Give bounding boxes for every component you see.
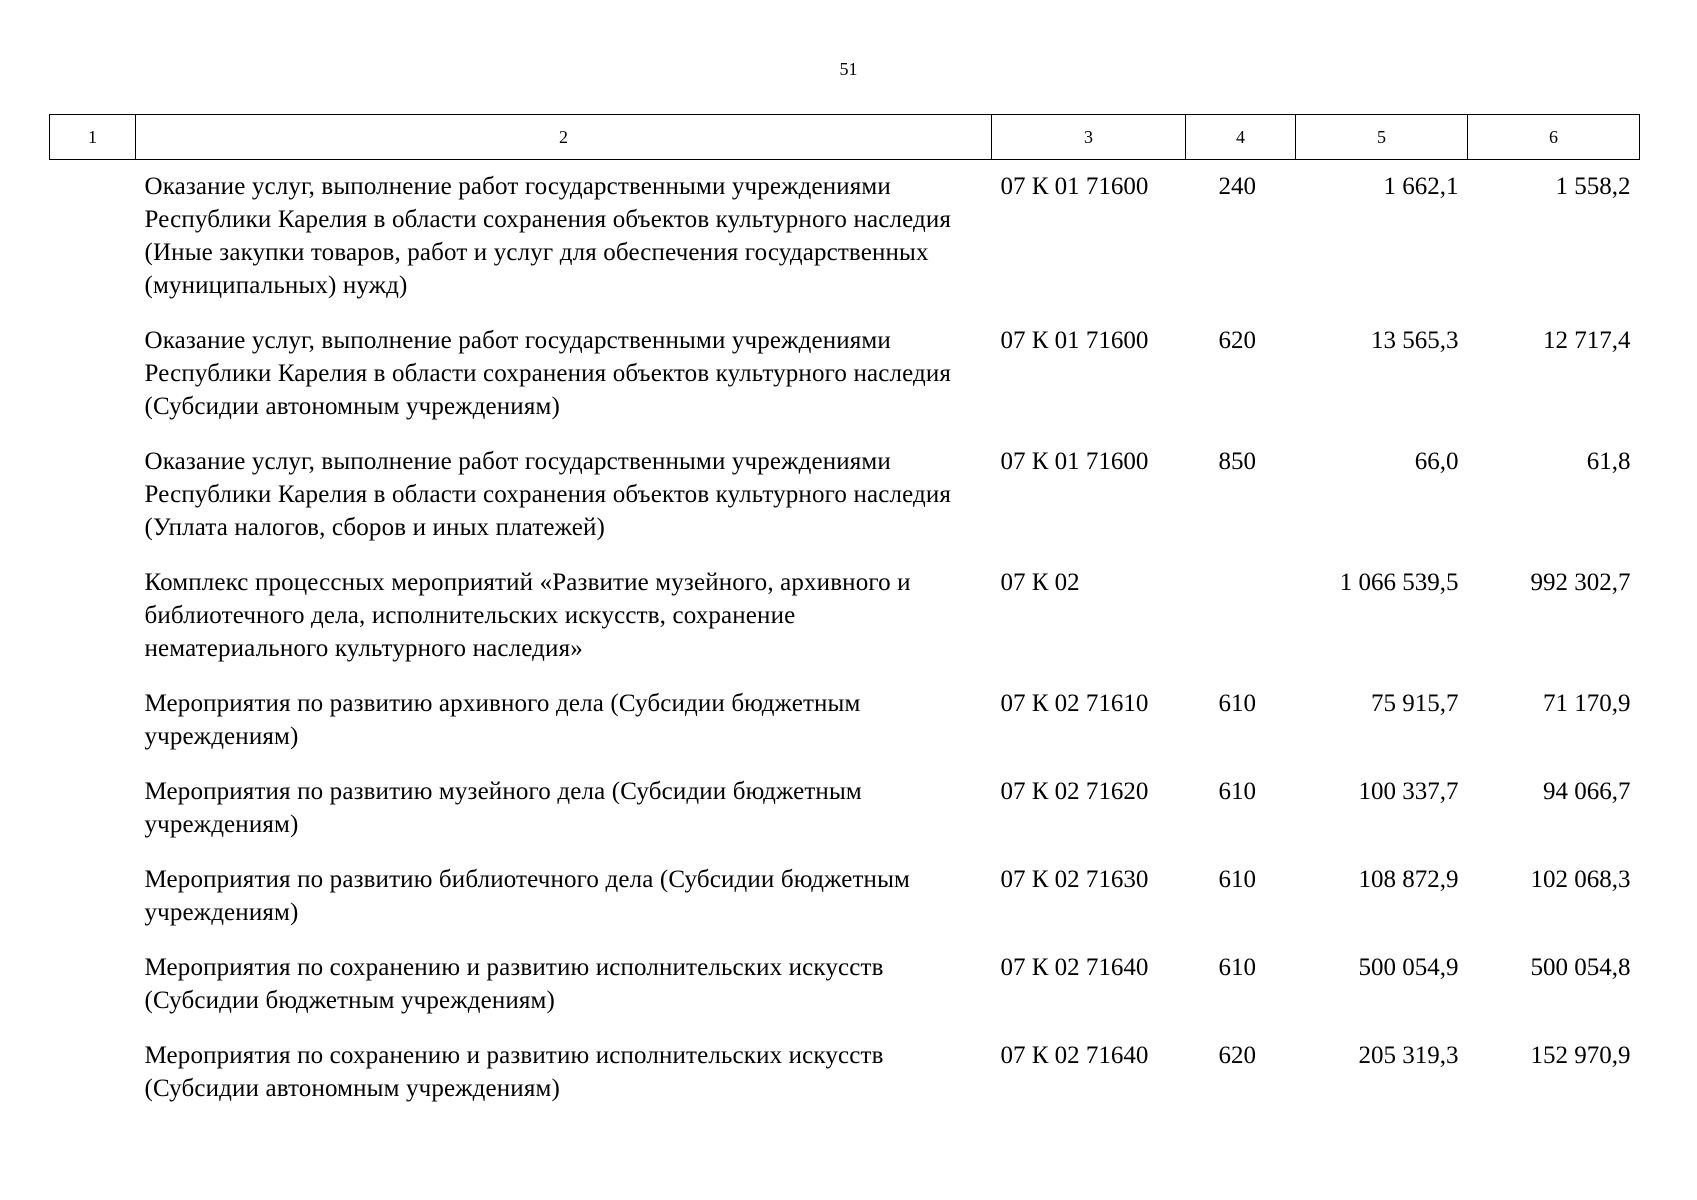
table-header — [50, 115, 1640, 160]
target-article-code-cell: 07 К 02 71640 — [1000, 1042, 1149, 1069]
row-number-cell — [50, 943, 136, 1031]
description-cell: Мероприятия по развитию музейного дела (Субсидии бюджетным учреждениям) — [144, 778, 862, 838]
amount-column-5-cell: 66,0 — [1414, 448, 1459, 475]
row-number-cell — [50, 855, 136, 943]
column-header-5: 5 — [1296, 115, 1468, 160]
row-number-cell — [50, 1031, 136, 1119]
column-header-4: 4 — [1186, 115, 1296, 160]
target-article-code-cell: 07 К 02 71640 — [1000, 954, 1149, 981]
expense-type-cell: 610 — [1218, 866, 1256, 893]
column-header-3: 3 — [992, 115, 1186, 160]
table-row — [50, 855, 1640, 943]
amount-column-5-cell: 1 066 539,5 — [1339, 569, 1459, 596]
amount-column-6-cell: 992 302,7 — [1530, 569, 1631, 596]
table-row — [50, 558, 1640, 679]
expense-type-cell: 240 — [1218, 173, 1256, 200]
table-row — [50, 437, 1640, 558]
row-number-cell — [50, 160, 136, 317]
expense-type-cell: 610 — [1218, 778, 1256, 805]
page-number: 51 — [839, 59, 858, 79]
expense-type-cell: 850 — [1218, 448, 1256, 475]
description-cell: Мероприятия по сохранению и развитию исполнительских искусств (Субсидии автономным учреждениям) — [144, 1042, 884, 1102]
column-header-1: 1 — [50, 115, 136, 160]
table-body — [50, 160, 1640, 1120]
amount-column-6-cell: 94 066,7 — [1543, 778, 1631, 805]
table-row — [50, 316, 1640, 437]
amount-column-5-cell: 100 337,7 — [1358, 778, 1459, 805]
row-number-cell — [50, 558, 136, 679]
expense-type-cell: 610 — [1218, 690, 1256, 717]
target-article-code-cell: 07 К 02 71610 — [1000, 690, 1149, 717]
amount-column-6-cell: 500 054,8 — [1530, 954, 1631, 981]
amount-column-5-cell: 75 915,7 — [1371, 690, 1459, 717]
table-row — [50, 1031, 1640, 1119]
amount-column-5-cell: 500 054,9 — [1358, 954, 1459, 981]
description-cell: Мероприятия по развитию архивного дела (Субсидии бюджетным учреждениям) — [144, 690, 861, 750]
amount-column-5-cell: 108 872,9 — [1358, 866, 1459, 893]
description-cell: Мероприятия по развитию библиотечного дела (Субсидии бюджетным учреждениям) — [144, 866, 910, 926]
expense-type-cell: 610 — [1218, 954, 1256, 981]
table-row — [50, 160, 1640, 317]
amount-column-5-cell: 13 565,3 — [1371, 327, 1459, 354]
description-cell: Мероприятия по сохранению и развитию исполнительских искусств (Субсидии бюджетным учреждениям) — [144, 954, 884, 1014]
amount-column-6-cell: 61,8 — [1586, 448, 1631, 475]
row-number-cell — [50, 316, 136, 437]
amount-column-6-cell: 152 970,9 — [1530, 1042, 1631, 1069]
table-row — [50, 943, 1640, 1031]
column-header-2: 2 — [136, 115, 992, 160]
target-article-code-cell: 07 К 01 71600 — [1000, 173, 1149, 200]
target-article-code-cell: 07 К 02 71630 — [1000, 866, 1149, 893]
amount-column-5-cell: 205 319,3 — [1358, 1042, 1459, 1069]
amount-column-6-cell: 1 558,2 — [1555, 173, 1631, 200]
expense-type-cell — [1186, 558, 1296, 679]
amount-column-5-cell: 1 662,1 — [1383, 173, 1459, 200]
amount-column-6-cell: 71 170,9 — [1543, 690, 1631, 717]
row-number-cell — [50, 767, 136, 855]
row-number-cell — [50, 679, 136, 767]
expense-type-cell: 620 — [1218, 327, 1256, 354]
description-cell: Комплекс процессных мероприятий «Развитие музейного, архивного и библиотечного дела, исполнительских искусств, сохранение нематериального культурного наследия» — [144, 569, 911, 662]
description-cell: Оказание услуг, выполнение работ государственными учреждениями Республики Карелия в области сохранения объектов культурного наследия (Уплата налогов, сборов и иных платежей) — [144, 448, 952, 541]
column-header-6: 6 — [1468, 115, 1640, 160]
target-article-code-cell: 07 К 01 71600 — [1000, 327, 1149, 354]
description-cell: Оказание услуг, выполнение работ государственными учреждениями Республики Карелия в области сохранения объектов культурного наследия (Иные закупки товаров, работ и услуг для обеспечения государственных (муниципальных) нужд) — [144, 173, 952, 299]
target-article-code-cell: 07 К 02 71620 — [1000, 778, 1149, 805]
row-number-cell — [50, 437, 136, 558]
table-row — [50, 679, 1640, 767]
table-header-row — [50, 115, 1640, 160]
description-cell: Оказание услуг, выполнение работ государственными учреждениями Республики Карелия в области сохранения объектов культурного наследия (Субсидии автономным учреждениям) — [144, 327, 952, 420]
expense-type-cell: 620 — [1218, 1042, 1256, 1069]
table-row — [50, 767, 1640, 855]
amount-column-6-cell: 12 717,4 — [1543, 327, 1631, 354]
amount-column-6-cell: 102 068,3 — [1530, 866, 1631, 893]
target-article-code-cell: 07 К 02 — [1000, 569, 1080, 596]
budget-table — [49, 114, 1640, 1119]
target-article-code-cell: 07 К 01 71600 — [1000, 448, 1149, 475]
